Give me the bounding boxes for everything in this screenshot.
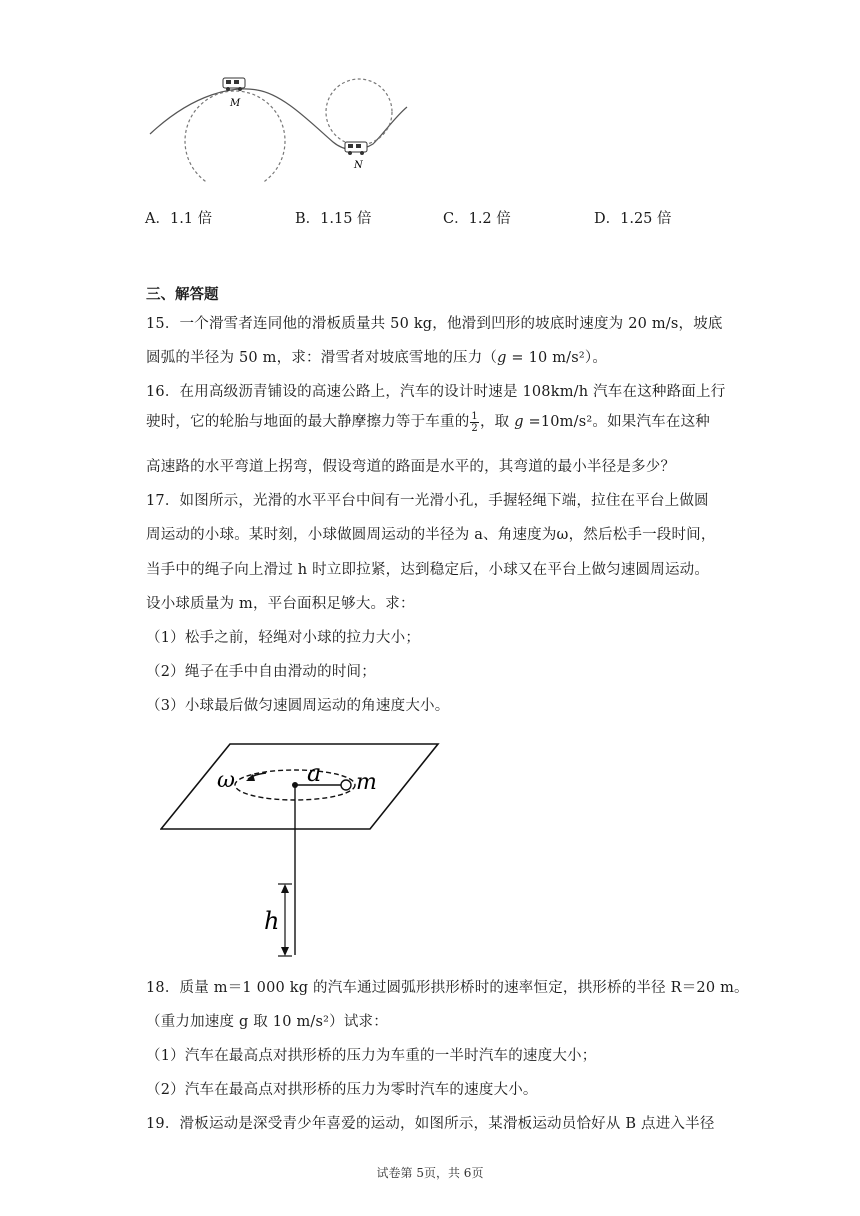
label-m: m xyxy=(356,770,377,795)
option-d: D．1.25 倍 xyxy=(594,211,672,227)
q17-sub1: （1）松手之前，轻绳对小球的拉力大小； xyxy=(146,630,421,646)
q17-sub2: （2）绳子在手中自由滑动的时间； xyxy=(146,664,376,680)
q17-line1: 17．如图所示，光滑的水平平台中间有一光滑小孔，手握轻绳下端，拉住在平台上做圆 xyxy=(146,493,709,509)
q15-line1: 15．一个滑雪者连同他的滑板质量共 50 kg，他滑到凹形的坡底时速度为 20 m/s，坡底 xyxy=(146,316,723,332)
option-a: A．1.1 倍 xyxy=(145,211,213,227)
page-footer: 试卷第 5页，共 6页 xyxy=(376,1166,484,1180)
option-c: C．1.2 倍 xyxy=(443,211,511,227)
track-figure xyxy=(145,72,415,182)
platform-figure xyxy=(160,743,442,958)
q19-line1: 19．滑板运动是深受青少年喜爱的运动，如图所示，某滑板运动员恰好从 B 点进入半径 xyxy=(146,1116,715,1132)
q17-line4: 设小球质量为 m，平台面积足够大。求： xyxy=(146,596,415,612)
q18-line2: （重力加速度 g 取 10 m/s²）试求： xyxy=(146,1014,388,1030)
fraction-half: $\frac{1}{2}$ xyxy=(471,410,478,434)
option-b: B．1.15 倍 xyxy=(295,211,372,227)
label-a: a xyxy=(307,759,322,787)
q17-sub3: （3）小球最后做匀速圆周运动的角速度大小。 xyxy=(146,698,450,714)
q17-line3: 当手中的绳子向上滑过 h 时立即拉紧，达到稳定后，小球又在平台上做匀速圆周运动。 xyxy=(146,562,710,578)
q16-line3: 高速路的水平弯道上拐弯，假设弯道的路面是水平的，其弯道的最小半径是多少？ xyxy=(146,459,676,475)
q18-line1: 18．质量 m＝1 000 kg 的汽车通过圆弧形拱形桥时的速率恒定，拱形桥的半径 R＝20 m。 xyxy=(146,980,749,996)
q18-sub2: （2）汽车在最高点对拱形桥的压力为零时汽车的速度大小。 xyxy=(146,1082,538,1098)
q16-line2: 驶时，它的轮胎与地面的最大静摩擦力等于车重的 $\frac{1}{2}$ ，取 g =10m/s²。如果汽车在这种 xyxy=(146,410,710,434)
q15-line2: 圆弧的半径为 50 m，求：滑雪者对坡底雪地的压力（g = 10 m/s²）。 xyxy=(146,350,608,366)
label-h: h xyxy=(264,907,280,935)
label-m: M xyxy=(230,98,241,109)
q17-line2: 周运动的小球。某时刻，小球做圆周运动的半径为 a、角速度为ω，然后松手一段时间， xyxy=(146,527,716,543)
label-n: N xyxy=(354,160,363,171)
q18-sub1: （1）汽车在最高点对拱形桥的压力为车重的一半时汽车的速度大小； xyxy=(146,1048,597,1064)
section-title: 三、解答题 xyxy=(146,286,219,303)
label-omega: ω xyxy=(217,768,235,793)
car-n-icon xyxy=(345,142,367,155)
q16-line1: 16．在用高级沥青铺设的高速公路上，汽车的设计时速是 108km/h 汽车在这种路面上行 xyxy=(146,384,726,400)
